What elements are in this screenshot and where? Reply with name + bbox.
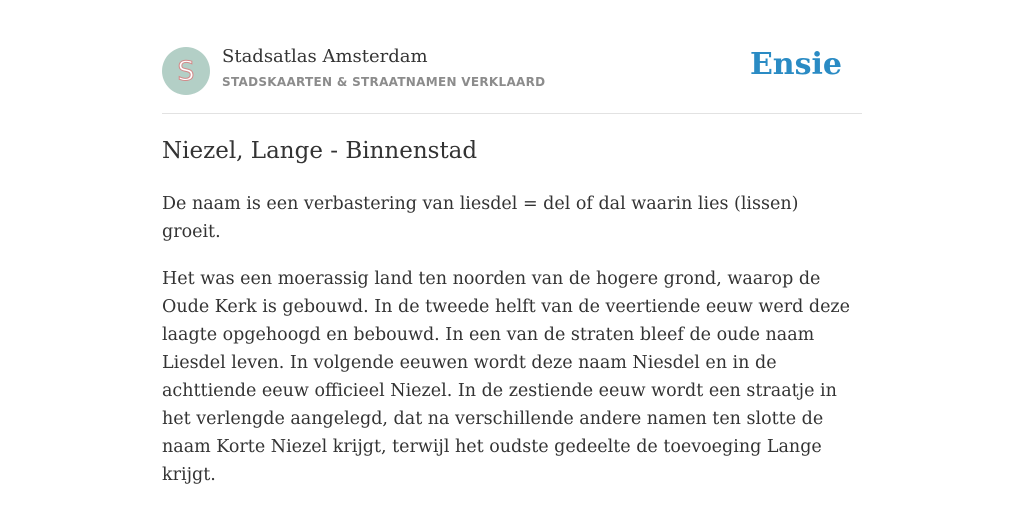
site-title[interactable]: Stadsatlas Amsterdam	[222, 46, 428, 67]
entry-title: Niezel, Lange - Binnenstad	[162, 138, 478, 164]
site-header	[162, 0, 862, 114]
entry-paragraph: De naam is een verbastering van liesdel = del of dal waarin lies (lissen) groeit.	[162, 194, 799, 242]
entry-paragraph: Het was een moerassig land ten noorden van de hogere grond, waarop de Oude Kerk is gebouwd. In de tweede helft van de veertiende eeuw werd deze laagte opgehoogd en bebouwd. In een van de straten bleef de oude naam Liesdel leven. In volgende eeuwen wordt deze naam Niesdel en in de achttiende eeuw officieel Niezel. In de zestiende eeuw wordt een straatje in het verlengde aangelegd, dat na verschillende andere namen ten slotte de naam Korte Niezel krijgt, terwijl het oudste gedeelte de toevoeging Lange krijgt.	[162, 269, 851, 485]
entry-body	[162, 190, 862, 508]
avatar-letter: S	[177, 56, 195, 87]
page	[162, 0, 862, 485]
site-subtitle: STADSKAARTEN & STRAATNAMEN VERKLAARD	[222, 75, 546, 89]
avatar[interactable]	[162, 47, 210, 95]
ensie-logo[interactable]: Ensie	[749, 47, 842, 82]
